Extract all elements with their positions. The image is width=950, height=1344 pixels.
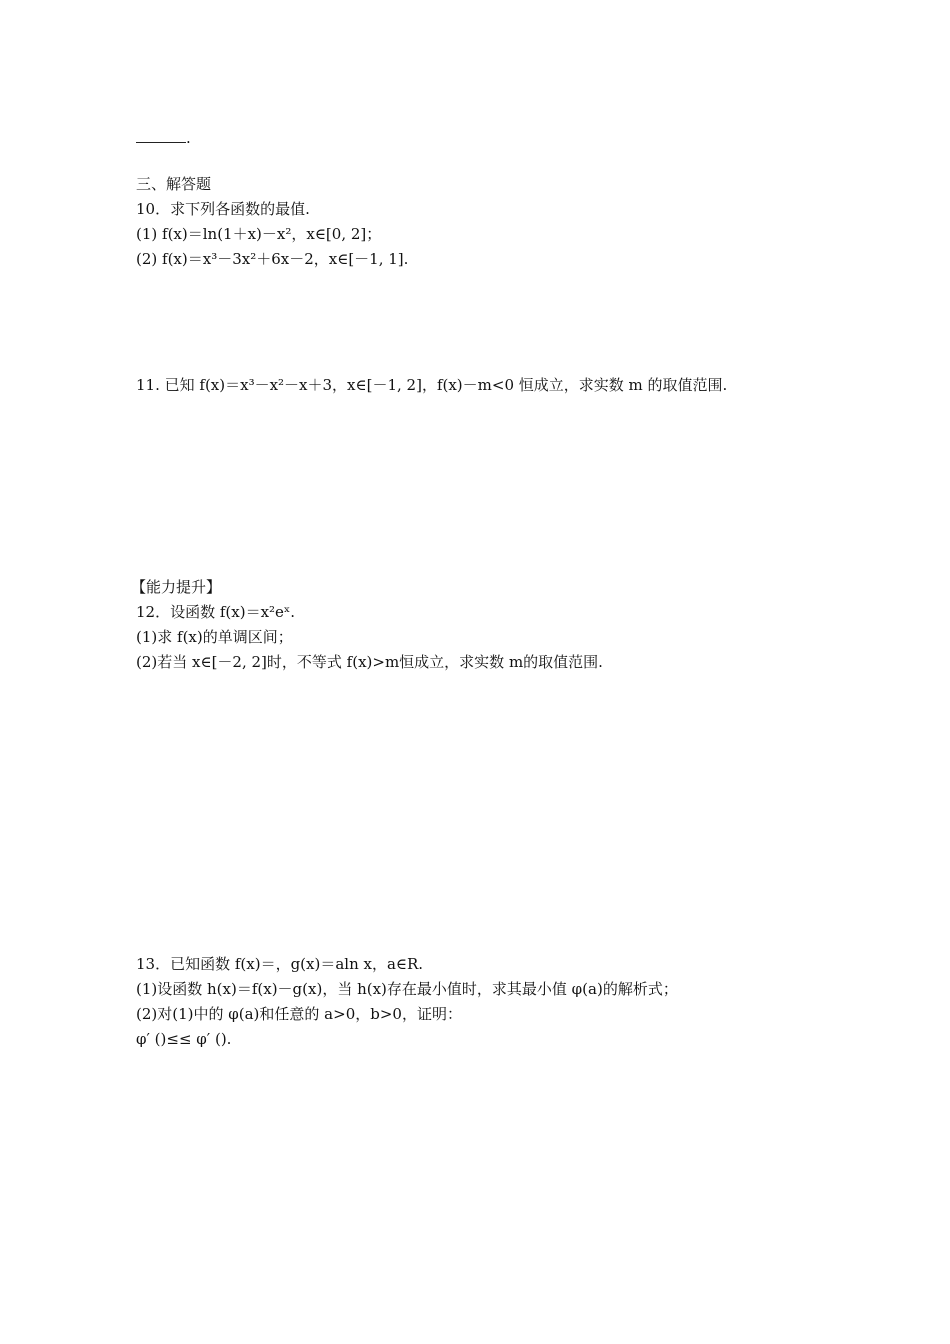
question-13-inequality: φ′ ()≤≤ φ′ (). <box>136 1030 232 1048</box>
question-13-part-1: (1)设函数 h(x)＝f(x)－g(x)，当 h(x)存在最小值时，求其最小值 φ(a)的解析式； <box>136 980 678 998</box>
section-heading-answers: 三、解答题 <box>136 175 212 193</box>
question-10-title: 10．求下列各函数的最值. <box>136 200 310 218</box>
question-13-part-2: (2)对(1)中的 φ(a)和任意的 a>0，b>0，证明： <box>136 1005 462 1023</box>
question-10-part-1: (1) f(x)＝ln(1＋x)－x²，x∈[0, 2]； <box>136 225 382 243</box>
question-12-part-1: (1)求 f(x)的单调区间； <box>136 628 293 646</box>
section-heading-ability: 【能力提升】 <box>131 578 222 596</box>
answer-blank <box>136 128 191 148</box>
blank-underline <box>136 128 186 143</box>
question-10-part-2: (2) f(x)＝x³－3x²＋6x－2，x∈[－1, 1]. <box>136 250 409 268</box>
question-12-part-2: (2)若当 x∈[－2, 2]时，不等式 f(x)>m恒成立，求实数 m的取值范围. <box>136 653 603 671</box>
blank-period: . <box>186 129 191 147</box>
question-13-title: 13．已知函数 f(x)＝，g(x)＝aln x，a∈R. <box>136 955 424 973</box>
question-11-title: 11. 已知 f(x)＝x³－x²－x＋3，x∈[－1, 2]，f(x)－m<0 恒成立，求实数 m 的取值范围. <box>136 376 728 394</box>
question-12-title: 12．设函数 f(x)＝x²eˣ. <box>136 603 296 621</box>
